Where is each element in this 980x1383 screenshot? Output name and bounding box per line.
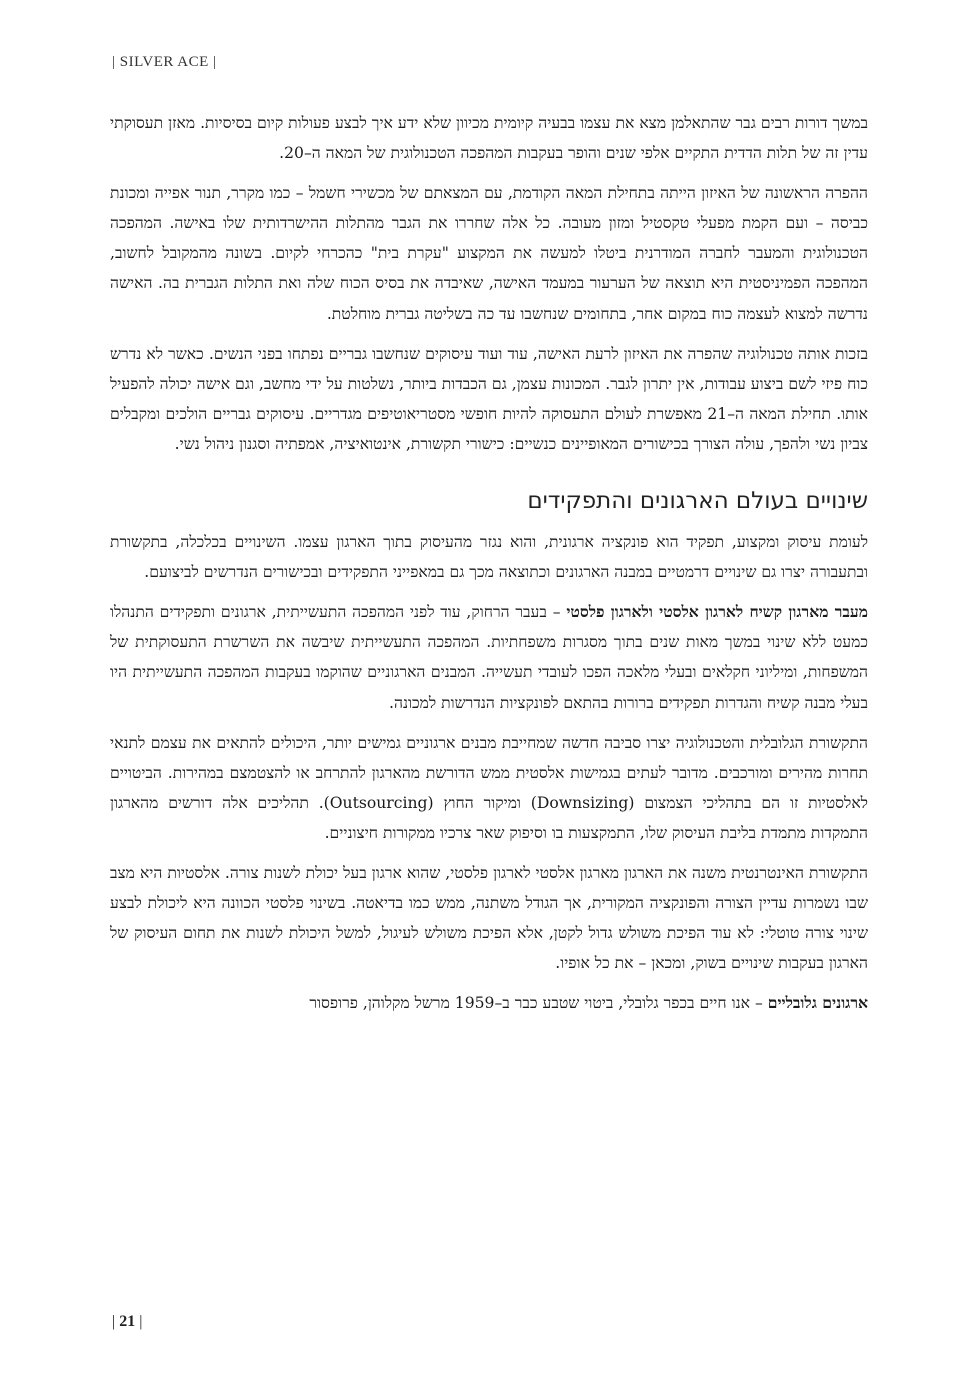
bold-term-global-organizations: ארגונים גלובליים (767, 993, 868, 1013)
running-header: | SILVER ACE | (112, 54, 217, 70)
paragraph-widower-dependency: במשך דורות רבים גבר שהתאלמן מצא את עצמו בבעיה קיומית מכיוון שלא ידע איך לבצע פעולות קיום בסיסיות. מאזן תעסוקתי עדין זה של תלות הדדית התקיים אלפי שנים והופר בעקבות המהפכה הטכנולוגית של המאה ה–20. (110, 114, 868, 163)
term-downsizing: (Downsizing) (530, 793, 635, 812)
page-footer (112, 1313, 142, 1331)
paragraph-text: . תהליכים אלה דורשים מהארגון התמקדות מתמדת בליבת העיסוק שלו, התמקצעות בו וסיפוק שאר צרכיו ממקורות חיצוניים. (110, 793, 868, 842)
paragraph-balance-disruption: ההפרה הראשונה של האיזון הייתה בתחילת המאה הקודמת, עם המצאתם של מכשירי חשמל – כמו מקרר, תנור אפייה ומכונת כביסה – ועם הקמת מפעלי טקסטיל ומזון מעובה. כל אלה שחררו את הגבר מהתלות ההישרדותית שלו באישה. המהפכה הטכנולוגית והמעבר לחברה המודרנית ביטלו למעשה את המקצוע "עקרת בית" כהכרחי לקיום. בשונה מהמקובל לחשוב, המהפכה הפמיניסטית היא תוצאה של הערעור במעמד האישה, שאיבדה את בסיס הכוח שלה ואת התלות הגברית בה. האישה נדרשה למצוא לעצמה כוח במקום אחר, בתחומים שנחשבו עד כה בשליטה גברית מוחלטת. (110, 184, 868, 323)
paragraph-rigid-to-elastic (110, 597, 868, 717)
section-heading: שינויים בעולם הארגונים והתפקידים (527, 488, 868, 515)
paragraph-text: התקשורת הגלובלית והטכנולוגיה יצרו סביבה חדשה שמחייבת מבנים ארגוניים גמישים יותר, היכולים להתאים את עצמם לתנאי תחרות מהירים ומורכבים. מדובר לעתים בגמישות אלסטית ממש הדורשת מהארגון להתרחב או להצטמצם במהירות. הביטויים לאלסטיות זו הם בתהליכי הצמצום (110, 733, 868, 812)
paragraph-role-vs-occupation: לעומת עיסוק ומקצוע, תפקיד הוא פונקציה ארגונית, והוא נגזר מהעיסוק בתוך הארגון עצמו. השינויים בכלכלה, בתקשורת ובתעבורה יצרו גם שינויים דרמטיים במבנה הארגונים וכתוצאה מכך גם במאפייני התפקידים ובכישורים הנדרשים לביצועם. (110, 533, 868, 582)
term-outsourcing: (Outsourcing) (323, 793, 434, 812)
paragraph-text: – אנו חיים בכפר גלובלי, ביטוי שטבע כבר ב–1959 מרשל מקלוהן, פרופסור (309, 994, 768, 1013)
paragraph-text: – בעבר הרחוק, עוד לפני המהפכה התעשייתית, ארגונים ותפקידים התנהלו כמעט ללא שינוי במשך מאות שנים בתוך מסגרות משפחתיות. המהפכה התעשייתית שיבשה את השרשרת התעסוקתית של המשפחות, ומיליוני חקלאים ובעלי מלאכה הפכו לעובדי תעשייה. המבנים הארגוניים שהוקמו בעקבות המהפכה התעשייתית היו בעלי מבנה קשיח והגדרות תפקידים ברורות בהתאם לפונקציות הנדרשות למכונה. (110, 603, 868, 712)
footer-pipe-right: | (135, 1313, 143, 1330)
page-number: 21 (119, 1313, 136, 1330)
paragraph-technology-opens-professions: בזכות אותה טכנולוגיה שהפרה את האיזון לרעת האישה, עוד ועוד עיסוקים שנחשבו גבריים נפתחו בפני הנשים. כאשר לא נדרש כוח פיזי לשם ביצוע עבודות, אין יתרון לגבר. המכונות עצמן, גם הכבדות ביותר, נשלטות על ידי מחשב, וגם אישה יכולה להפעיל אותו. תחילת המאה ה–21 מאפשרת לעולם התעסוקה להיות חופשי מסטריאוטיפים מגדריים. עיסוקים גבריים הולכים ומקבלים צביון נשי ולהפך, עולה הצורך בכישורים המאופיינים כנשיים: כישורי תקשורת, אינטואיציה, אמפתיה וסגנון ניהול נשי. (110, 344, 868, 453)
paragraph-plastic-organization: התקשורת האינטרנטית משנה את הארגון מארגון אלסטי לארגון פלסטי, שהוא ארגון בעל יכולת לשנות צורה. אלסטיות היא מצב שבו נשמרות עדיין הצורה והפונקציה המקורית, אך הגודל משתנה, ממש כמו בדיאטה. בשינוי פלסטי הכוונה היא ליכולת לבצע שינוי צורה טוטלי: לא עוד הפיכת משולש גדול לקטן, אלא הפיכת משולש לעיגול, למשל היכולת לשנות את תחום העיסוק של הארגון בעקבות שינויים בשוק, ומכאן – את כל אופיו. (110, 863, 868, 973)
paragraph-globalization-flexibility (110, 728, 868, 848)
paragraph-text: ומיקור החוץ (443, 793, 521, 812)
footer-pipe-left: | (112, 1313, 120, 1330)
bold-term-rigid-to-elastic: מעבר מארגון קשיח לארגון אלסטי ולארגון פלסטי (566, 602, 868, 622)
page-body (110, 108, 868, 1028)
paragraph-global-organizations (110, 988, 868, 1018)
